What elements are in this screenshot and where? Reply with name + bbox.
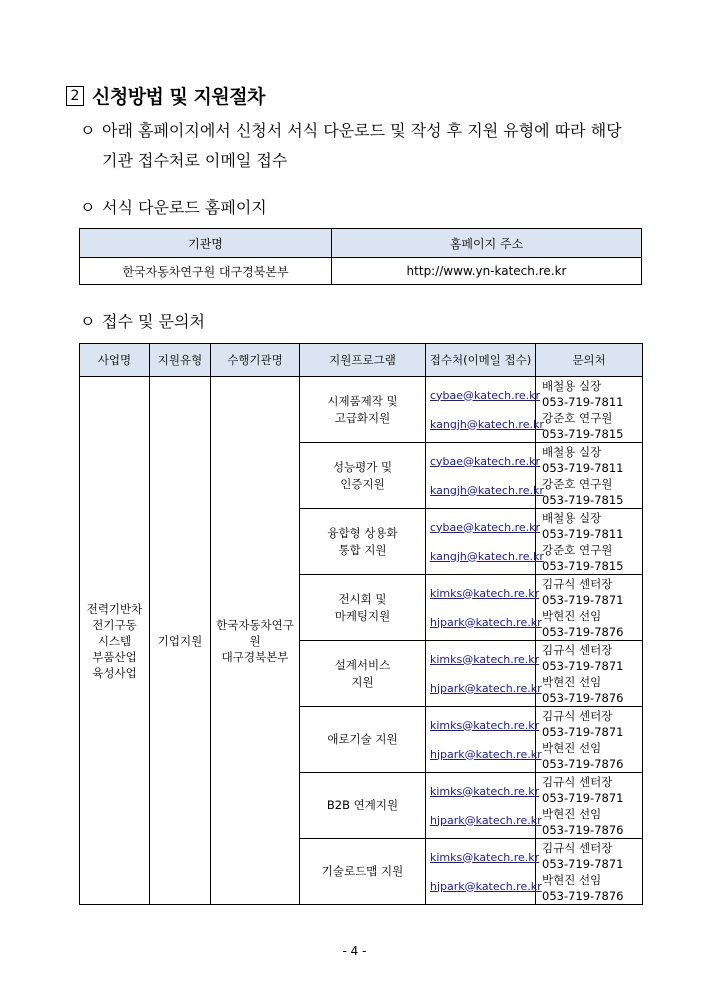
business-name (80, 377, 150, 905)
program-name-line: 마케팅지원 (334, 608, 391, 623)
contact-line: 053-719-7811 (542, 394, 624, 409)
email-cell (426, 377, 544, 443)
contact-line: 053-719-7811 (542, 526, 624, 541)
contact-line: 053-719-7815 (542, 492, 624, 507)
email-cell (426, 509, 544, 575)
email-link[interactable]: kimks@katech.re.kr (430, 784, 540, 798)
contact-line: 배철용 실장 (542, 378, 602, 393)
program-name-line: 고급화지원 (334, 410, 391, 425)
contact-line: 053-719-7876 (542, 756, 624, 771)
contact-line: 배철용 실장 (542, 510, 602, 525)
email-cell (426, 707, 542, 773)
program-name-line: 성능평가 및 (332, 459, 393, 474)
contact-cell (536, 377, 643, 443)
header-business: 사업명 (80, 344, 150, 377)
bullet-mark: ㅇ (80, 312, 96, 331)
download-bullet (80, 193, 267, 223)
email-link[interactable]: cybae@katech.re.kr (430, 520, 540, 534)
contact-line: 053-719-7876 (542, 624, 624, 639)
business-name-line: 시스템 (97, 633, 132, 648)
program-name (300, 509, 426, 575)
email-link[interactable]: kimks@katech.re.kr (430, 652, 540, 666)
contact-line: 박현진 선임 (542, 674, 602, 689)
contact-line: 053-719-7815 (542, 426, 624, 441)
email-cell (426, 773, 542, 839)
contact-table (79, 343, 643, 905)
bullet-mark: ㅇ (80, 121, 96, 140)
program-name-line: 인증지원 (340, 476, 385, 491)
program-name-line: 융합형 상용화 (327, 525, 398, 540)
program-name-line: 기술로드맵 지원 (321, 864, 404, 878)
header-url: 홈페이지 주소 (332, 229, 642, 258)
contact-line: 강준호 연구원 (542, 410, 613, 425)
program-name-line: 지원 (351, 674, 374, 689)
contact-line: 053-719-7815 (542, 558, 624, 573)
email-link[interactable]: kimks@katech.re.kr (430, 718, 540, 732)
agency-name (211, 377, 300, 905)
table-row (80, 377, 643, 443)
email-link[interactable]: hjpark@katech.re.kr (430, 681, 542, 695)
email-link[interactable]: kangjh@katech.re.kr (430, 549, 544, 563)
contact-cell (536, 707, 643, 773)
header-contact: 문의처 (536, 344, 643, 377)
agency-name-line: 대구경북본부 (221, 649, 289, 664)
contact-line: 053-719-7811 (542, 460, 624, 475)
contact-line: 강준호 연구원 (542, 542, 613, 557)
contact-cell (536, 443, 643, 509)
contact-line: 박현진 선임 (542, 740, 602, 755)
page-number: - 4 - (342, 944, 367, 958)
intro-bullet (80, 116, 650, 176)
contact-line: 053-719-7871 (542, 856, 624, 871)
contact-line: 박현진 선임 (542, 806, 602, 821)
contact-line: 박현진 선임 (542, 608, 602, 623)
email-link[interactable]: hjpark@katech.re.kr (430, 879, 542, 893)
email-link[interactable]: hjpark@katech.re.kr (430, 813, 542, 827)
contact-line: 053-719-7871 (542, 592, 624, 607)
program-name-line: B2B 연계지원 (326, 798, 399, 812)
program-name (300, 773, 426, 839)
contact-line: 김규식 센터장 (542, 642, 613, 657)
program-name (300, 575, 426, 641)
contact-title: 접수 및 문의처 (102, 312, 205, 331)
org-name: 한국자동차연구원 대구경북본부 (80, 258, 332, 285)
email-cell (426, 575, 542, 641)
contact-cell (536, 641, 643, 707)
header-org: 기관명 (80, 229, 332, 258)
section-number-box: 2 (66, 86, 84, 106)
section-title: 신청방법 및 지원절차 (92, 86, 265, 108)
program-name-line: 시제품제작 및 (327, 393, 398, 408)
program-name-line: 전시회 및 (338, 591, 387, 606)
contact-line: 배철용 실장 (542, 444, 602, 459)
contact-line: 053-719-7871 (542, 724, 624, 739)
program-name (300, 839, 426, 905)
business-name-line: 육성사업 (92, 665, 137, 680)
intro-line-2: 기관 접수처로 이메일 접수 (102, 151, 288, 170)
contact-cell (536, 509, 643, 575)
contact-line: 김규식 센터장 (542, 774, 613, 789)
agency-name-line: 한국자동차연구원 (216, 617, 294, 648)
bullet-mark: ㅇ (80, 198, 96, 217)
business-name-line: 부품산업 (92, 649, 137, 664)
program-name (300, 377, 426, 443)
contact-line: 강준호 연구원 (542, 476, 613, 491)
download-title: 서식 다운로드 홈페이지 (102, 198, 267, 217)
contact-line: 053-719-7876 (542, 822, 624, 837)
contact-line: 김규식 센터장 (542, 840, 613, 855)
email-cell (426, 641, 542, 707)
contact-cell (536, 575, 643, 641)
program-name (300, 707, 426, 773)
homepage-url[interactable]: http://www.yn-katech.re.kr (332, 258, 642, 285)
section-heading (66, 82, 265, 109)
program-name-line: 통합 지원 (338, 542, 387, 557)
homepage-table (79, 228, 642, 285)
contact-line: 김규식 센터장 (542, 708, 613, 723)
program-name (300, 443, 426, 509)
header-support-type: 지원유형 (150, 344, 211, 377)
email-link[interactable]: kangjh@katech.re.kr (430, 483, 544, 497)
contact-line: 053-719-7871 (542, 790, 624, 805)
support-type: 기업지원 (150, 377, 211, 905)
program-name-line: 애로기술 지원 (327, 732, 398, 746)
contact-line: 053-719-7871 (542, 658, 624, 673)
program-name (300, 641, 426, 707)
business-name-line: 전기구동 (92, 617, 137, 632)
contact-line: 김규식 센터장 (542, 576, 613, 591)
email-link[interactable]: hjpark@katech.re.kr (430, 615, 542, 629)
email-cell (426, 839, 542, 905)
email-link[interactable]: kangjh@katech.re.kr (430, 417, 544, 431)
contact-cell (536, 773, 643, 839)
email-link[interactable]: kimks@katech.re.kr (430, 586, 540, 600)
header-program: 지원프로그램 (300, 344, 426, 377)
intro-line-1: 아래 홈페이지에서 신청서 서식 다운로드 및 작성 후 지원 유형에 따라 해당 (102, 121, 622, 140)
email-link[interactable]: hjpark@katech.re.kr (430, 747, 542, 761)
email-link[interactable]: kimks@katech.re.kr (430, 850, 540, 864)
header-agency: 수행기관명 (211, 344, 300, 377)
contact-bullet (80, 307, 205, 337)
email-link[interactable]: cybae@katech.re.kr (430, 388, 540, 402)
contact-line: 053-719-7876 (542, 690, 624, 705)
program-name-line: 설계서비스 (334, 657, 391, 672)
contact-line: 053-719-7876 (542, 888, 624, 903)
email-link[interactable]: cybae@katech.re.kr (430, 454, 540, 468)
email-cell (426, 443, 544, 509)
contact-line: 박현진 선임 (542, 872, 602, 887)
business-name-line: 전력기반차 (86, 601, 143, 616)
contact-cell (536, 839, 643, 905)
header-email: 접수처(이메일 접수) (426, 344, 536, 377)
